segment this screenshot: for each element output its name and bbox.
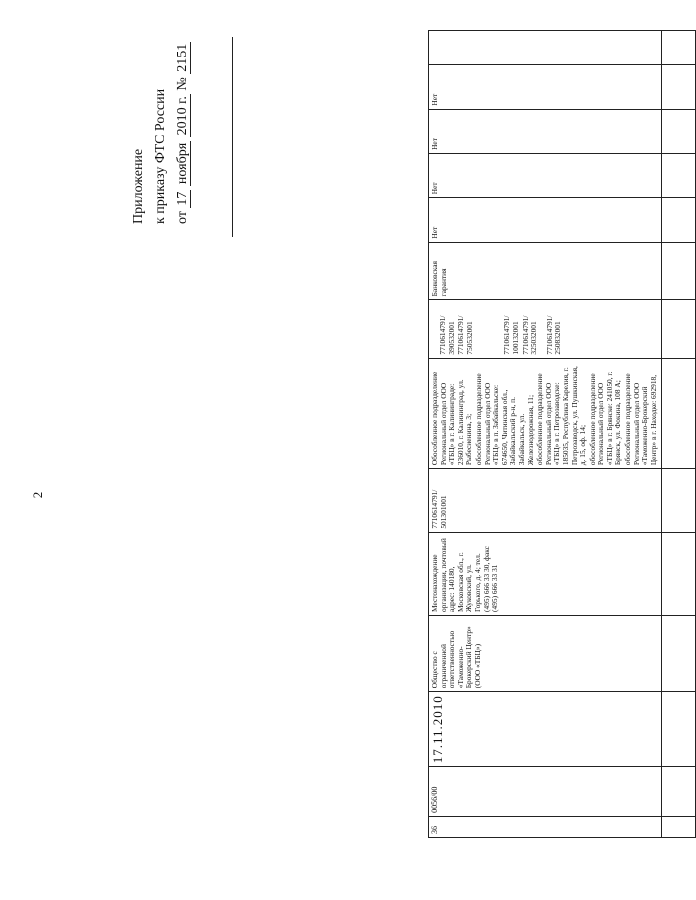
empty-cell xyxy=(662,65,696,109)
empty-cell xyxy=(662,153,696,197)
subdivision-item: Обособленное подразделение Региональный отдел ООО «ТБЦ» в г. Калининграде: 236010, г. Калининград, ул. Рыбесиенина, 3; xyxy=(430,371,474,466)
approval-month: ноября xyxy=(175,142,190,185)
empty-cell xyxy=(662,469,696,532)
subdivision-item: обособленное подразделение Региональный отдел ООО «ТБЦ» в г. Петрозаводске: 185035, Республика Карелия, г. Петрозаводск, ул. Пушкинская, д. 15, оф. 14; xyxy=(535,366,588,466)
approval-number-label: № xyxy=(175,77,190,91)
approval-underline xyxy=(232,37,233,237)
subdivisions-cell xyxy=(429,358,662,469)
subdivision-inn: 7710614791/ 390532001 xyxy=(438,315,456,355)
approval-line-2: к приказу ФТС России xyxy=(153,88,168,224)
empty-cell xyxy=(662,692,696,767)
empty-cell xyxy=(662,31,696,65)
guarantee-type: Банковская гарантия xyxy=(429,242,662,300)
approval-from-label: от xyxy=(175,211,190,224)
no-value-2: Нет xyxy=(429,153,662,197)
no-value-4: Нет xyxy=(429,65,662,109)
organization-location: Местонахождение организации, почтовый адрес: 140180, Московская обл., г. Жуковский, ул. Горького, д. 4; тел. (495) 666 33 30, факс (495) 666 33 31 xyxy=(429,532,662,615)
subdivision-item: обособленное подразделение Региональный отдел ООО «Таможенно-Брокерский Центр» в г. Находке: 692918, xyxy=(623,373,658,466)
registry-table xyxy=(428,30,696,838)
registration-number: 0056/00 xyxy=(429,767,662,817)
organization-inn-kpp: 7710614791/ 501301001 xyxy=(429,469,662,532)
row-index: 36 xyxy=(429,816,662,837)
subdivision-inn: 7710614791/ 100132001 xyxy=(502,315,520,355)
approval-date-line xyxy=(172,24,194,224)
empty-cell xyxy=(662,767,696,817)
approval-block xyxy=(128,24,194,224)
subdivision-inn: 7710614791/ 750532001 xyxy=(456,315,474,355)
approval-number: 2151 xyxy=(175,43,190,72)
registration-date: 17.11.2010 xyxy=(429,692,662,767)
approval-line-1: Приложение xyxy=(131,148,146,224)
subdivision-item: обособленное подразделение Региональный отдел ООО «ТБЦ» в п. Забайкальске: 674650, Читинская обл., Забайкальский р-н, п. Забайкальск, ул. Железнодорожная, 11; xyxy=(473,373,535,466)
empty-cell xyxy=(662,300,696,358)
empty-cell xyxy=(662,109,696,153)
subdivision-inn: 7710614791/ 325032001 xyxy=(520,315,539,355)
empty-cell xyxy=(662,242,696,300)
page-number: 2 xyxy=(30,491,45,499)
approval-day: 17 xyxy=(175,191,190,206)
no-value-3: Нет xyxy=(429,109,662,153)
subdivision-inn: 7710614791/ 250832001 xyxy=(544,315,563,355)
approval-year: 2010 г. xyxy=(175,96,190,136)
table-row xyxy=(429,31,662,838)
rotated-page-content xyxy=(20,30,658,870)
empty-cell xyxy=(662,532,696,615)
empty-cell xyxy=(429,31,662,65)
empty-cell xyxy=(662,358,696,469)
organization-name: Общество с ограниченной ответственностью «Таможенно-Брокерский Центр» (ООО «ТБЦ») xyxy=(429,615,662,691)
empty-cell xyxy=(662,198,696,242)
subdivision-item: обособленное подразделение Региональный отдел ООО «ТБЦ» в г. Брянске: 241050, г. Брянск, ул. Фокина, 108 А; xyxy=(587,371,623,466)
spacer xyxy=(475,303,503,354)
subdivisions-inn-cell xyxy=(429,300,662,358)
no-value-1: Нет xyxy=(429,198,662,242)
table-row xyxy=(662,31,696,838)
empty-cell xyxy=(662,816,696,837)
empty-cell xyxy=(662,615,696,691)
